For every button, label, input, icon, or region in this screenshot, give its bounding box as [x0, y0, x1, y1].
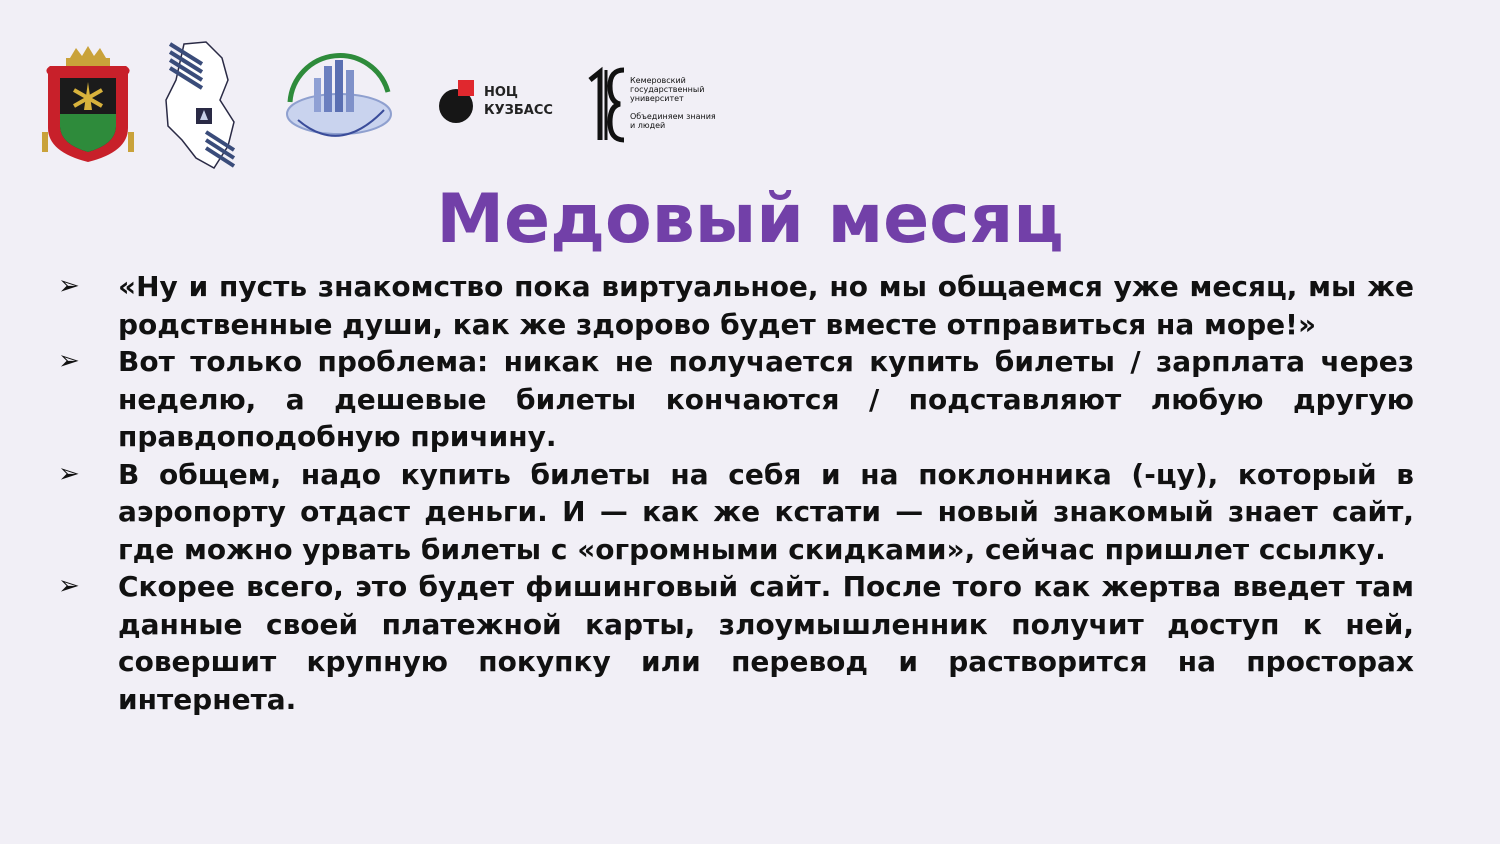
- noc-logo-text: [484, 84, 553, 120]
- coat-of-arms-logo: [40, 44, 136, 166]
- region-map-logo: [162, 40, 240, 170]
- kemsu-emblem-icon: [586, 66, 630, 144]
- slide-title: Медовый месяц: [436, 180, 1064, 259]
- bullet-text: Вот только проблема: никак не получается купить билеты / зарплата через неделю, а дешевые билеты кончаются / подставляют любую другую правдоподобную причину.: [118, 345, 1414, 453]
- bullet-item: [58, 268, 1414, 343]
- bullet-arrow-icon: ➢: [58, 346, 80, 376]
- kemsu-name: Кемеровский государственный университет: [630, 76, 705, 103]
- bullet-item: [58, 568, 1414, 718]
- logo-strip: [0, 0, 1500, 180]
- bullet-text: «Ну и пусть знакомство пока виртуальное, но мы общаемся уже месяц, мы же родственные души, как же здорово будет вместе отправиться на море!»: [118, 270, 1414, 341]
- bullet-arrow-icon: ➢: [58, 271, 80, 301]
- bullet-item: [58, 343, 1414, 456]
- bullet-item: [58, 456, 1414, 569]
- bullet-arrow-icon: ➢: [58, 571, 80, 601]
- bullet-arrow-icon: ➢: [58, 458, 80, 489]
- kemsu-slogan: Объединяем знания и людей: [630, 112, 716, 130]
- regional-center-logo: [280, 52, 398, 170]
- bullet-text: Скорее всего, это будет фишинговый сайт. После того как жертва введет там данные своей платежной карты, злоумышленник получит доступ к ней, совершит крупную покупку или перевод и растворится на просторах интернета.: [118, 570, 1414, 716]
- noc-line1: НОЦ: [484, 85, 518, 100]
- bullet-list: [58, 268, 1414, 718]
- noc-line2: КУЗБАСС: [484, 103, 553, 118]
- kemsu-logo: [586, 66, 716, 146]
- noc-emblem-icon: [436, 74, 480, 130]
- noc-kuzbass-logo: [436, 74, 566, 134]
- bullet-text: В общем, надо купить билеты на себя и на поклонника (-цу), который в аэропорту отдаст деньги. И — как же кстати — новый знакомый знает сайт, где можно урвать билеты с «огромными скидками», сейчас пришлет ссылку.: [118, 457, 1414, 566]
